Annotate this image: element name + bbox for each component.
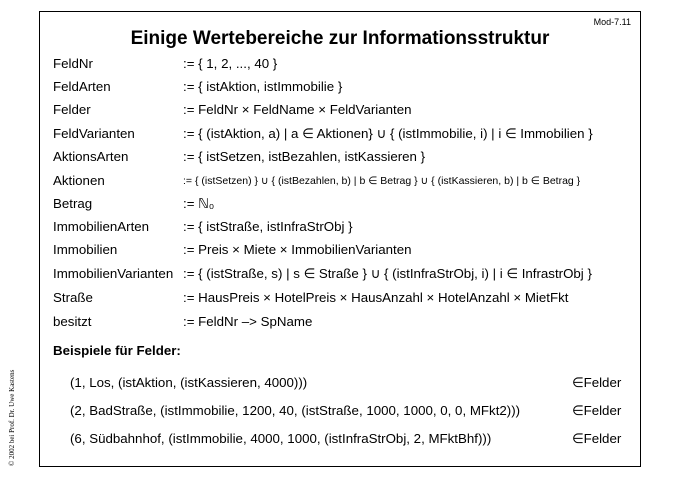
definition-value: := { (istStraße, s) | s ∈ Straße } ∪ { (istInfraStrObj, i) | i ∈ InfrastrObj } (183, 266, 592, 281)
example-membership: ∈Felder (572, 403, 622, 418)
definition-name: besitzt (53, 314, 92, 329)
definition-value: := { (istSetzen) } ∪ { (istBezahlen, b) | b ∈ Betrag } ∪ { (istKassieren, b) | b ∈ Betrag } (183, 175, 581, 187)
definition-name: Immobilien (53, 242, 118, 257)
definition-value: := FeldNr × FeldName × FeldVarianten (183, 102, 412, 117)
example-row (70, 375, 630, 397)
definition-name: Betrag (53, 196, 93, 211)
definition-name: Aktionen (53, 173, 105, 188)
example-membership: ∈Felder (572, 431, 622, 446)
definition-name: AktionsArten (53, 149, 129, 164)
definition-value: := { (istAktion, a) | a ∈ Aktionen} ∪ { (istImmobilie, i) | i ∈ Immobilien } (183, 126, 593, 141)
definition-name: FeldVarianten (53, 126, 135, 141)
definition-value: := Preis × Miete × ImmobilienVarianten (183, 242, 412, 257)
example-tuple: (1, Los, (istAktion, (istKassieren, 4000))) (70, 375, 308, 390)
definition-value: := { istAktion, istImmobilie } (183, 79, 343, 94)
definition-value: := ℕ₀ (183, 196, 215, 211)
copyright-notice: © 2002 bei Prof. Dr. Uwe Kastens (8, 369, 16, 466)
definition-value: := HausPreis × HotelPreis × HausAnzahl × HotelAnzahl × MietFkt (183, 290, 569, 305)
example-row (70, 403, 630, 425)
definition-value: := { istStraße, istInfraStrObj } (183, 219, 353, 234)
definition-name: Straße (53, 290, 93, 305)
slide-title: Einige Wertebereiche zur Informationsstruktur (130, 28, 550, 49)
definition-value: := { 1, 2, ..., 40 } (183, 56, 278, 71)
slide-frame (39, 11, 641, 467)
example-tuple: (6, Südbahnhof, (istImmobilie, 4000, 1000, (istInfraStrObj, 2, MFktBhf))) (70, 431, 492, 446)
example-membership: ∈Felder (572, 375, 622, 390)
definition-name: Felder (53, 102, 91, 117)
definition-name: FeldArten (53, 79, 111, 94)
slide-id: Mod-7.11 (593, 17, 631, 27)
definition-name: FeldNr (53, 56, 93, 71)
definition-name: ImmobilienArten (53, 219, 150, 234)
definition-name: ImmobilienVarianten (53, 266, 174, 281)
definition-value: := { istSetzen, istBezahlen, istKassieren } (183, 149, 426, 164)
definition-value: := FeldNr –> SpName (183, 314, 313, 329)
example-tuple: (2, BadStraße, (istImmobilie, 1200, 40, (istStraße, 1000, 1000, 0, 0, MFkt2))) (70, 403, 521, 418)
example-row (70, 431, 630, 453)
examples-heading: Beispiele für Felder: (53, 343, 181, 358)
